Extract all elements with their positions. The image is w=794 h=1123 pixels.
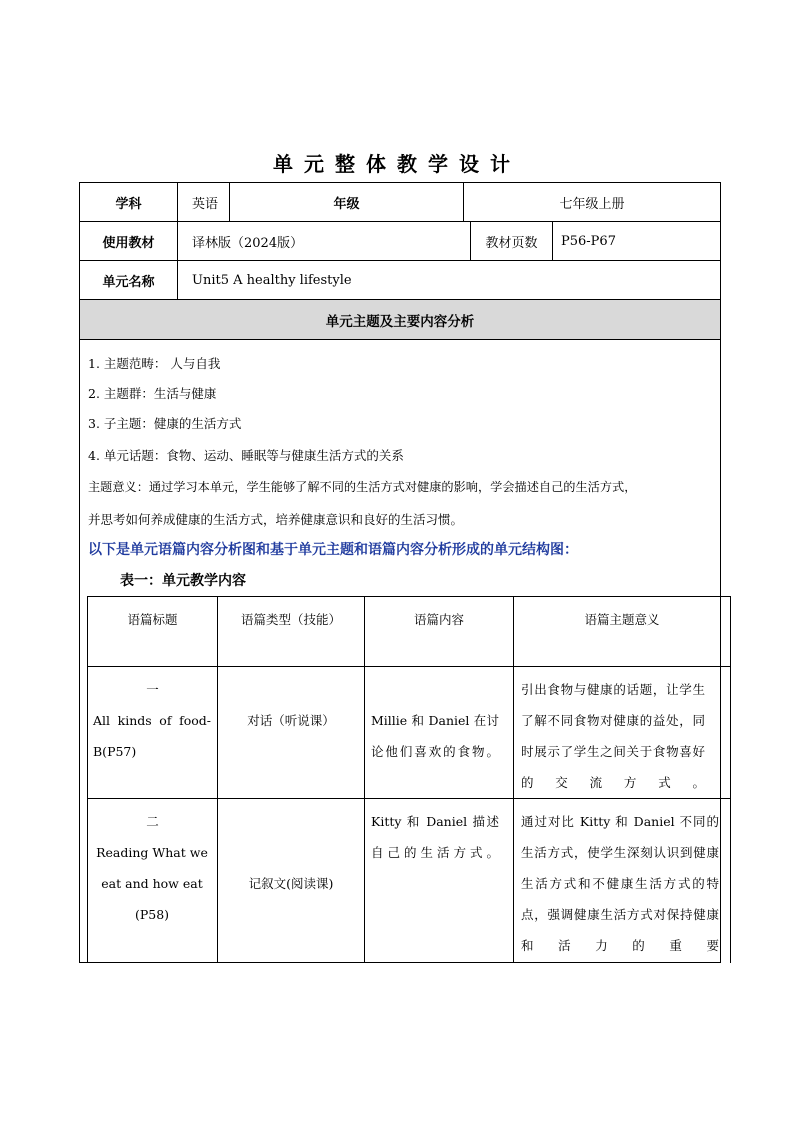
grade-value: 七年级上册 <box>559 196 625 212</box>
page-title: 单元整体教学设计 <box>273 152 521 176</box>
row-divider <box>79 339 721 340</box>
pages-label: 教材页数 <box>485 235 538 251</box>
inner-row-divider <box>87 596 730 597</box>
table-cell-content: Kitty 和 Daniel 描述自己的生活方式。 <box>371 814 499 860</box>
table-cell-num: 一 <box>146 682 159 697</box>
inner-col-divider <box>513 596 514 963</box>
theme-meaning-line: 并思考如何养成健康的生活方式，培养健康意识和良好的生活习惯。 <box>88 512 464 527</box>
table-cell-meaning: 引出食物与健康的话题，让学生了解不同食物对健康的益处，同时展示了学生之间关于食物喜好的交流方式。 <box>521 682 705 790</box>
inner-row-divider <box>87 666 730 667</box>
table-cell-num: 二 <box>146 814 159 829</box>
inner-col-divider <box>217 596 218 963</box>
unit-value: Unit5 A healthy lifestyle <box>192 272 352 288</box>
section-header: 单元主题及主要内容分析 <box>80 300 720 339</box>
pages-value: P56-P67 <box>561 233 616 249</box>
theme-item: 4. 单元话题：食物、运动、睡眠等与健康生活方式的关系 <box>88 448 404 463</box>
table-cell-content: Millie 和 Daniel 在讨论他们喜欢的食物。 <box>371 713 499 759</box>
column-header: 语篇内容 <box>413 612 464 627</box>
textbook-value: 译林版（2024版） <box>192 235 304 251</box>
table-cell-type: 记叙文(阅读课) <box>248 876 334 891</box>
grade-label: 年级 <box>333 196 360 212</box>
inner-row-divider <box>87 798 730 799</box>
column-header: 语篇类型（技能） <box>240 612 341 627</box>
table-label: 表一：单元教学内容 <box>120 573 246 589</box>
table-cell-meaning: 通过对比 Kitty 和 Daniel 不同的生活方式，使学生深刻认识到健康生活方式和不健康生活方式的特点，强调健康生活方式对保持健康和活力的重要 <box>521 814 719 953</box>
table-cell-type: 对话（听说课） <box>247 713 335 728</box>
table-cell-title: All kinds of food-B(P57) <box>93 713 211 759</box>
column-header: 语篇标题 <box>127 612 178 627</box>
inner-col-divider <box>364 596 365 963</box>
textbook-label: 使用教材 <box>102 235 155 251</box>
theme-item: 2. 主题群：生活与健康 <box>88 386 217 401</box>
theme-meaning-line: 主题意义：通过学习本单元，学生能够了解不同的生活方式对健康的影响，学会描述自己的生活方式， <box>88 480 637 494</box>
theme-item: 3. 子主题：健康的生活方式 <box>88 416 242 431</box>
inner-col-divider <box>730 596 731 963</box>
unit-label: 单元名称 <box>102 274 155 290</box>
column-header: 语篇主题意义 <box>584 612 660 627</box>
table-cell-title: Reading What we eat and how eat (P58) <box>96 845 208 922</box>
analysis-heading: 以下是单元语篇内容分析图和基于单元主题和语篇内容分析形成的单元结构图： <box>88 542 578 558</box>
inner-col-divider <box>87 596 88 963</box>
subject-label: 学科 <box>115 196 142 212</box>
subject-value: 英语 <box>192 196 219 212</box>
theme-item: 1. 主题范畴： 人与自我 <box>88 356 221 371</box>
